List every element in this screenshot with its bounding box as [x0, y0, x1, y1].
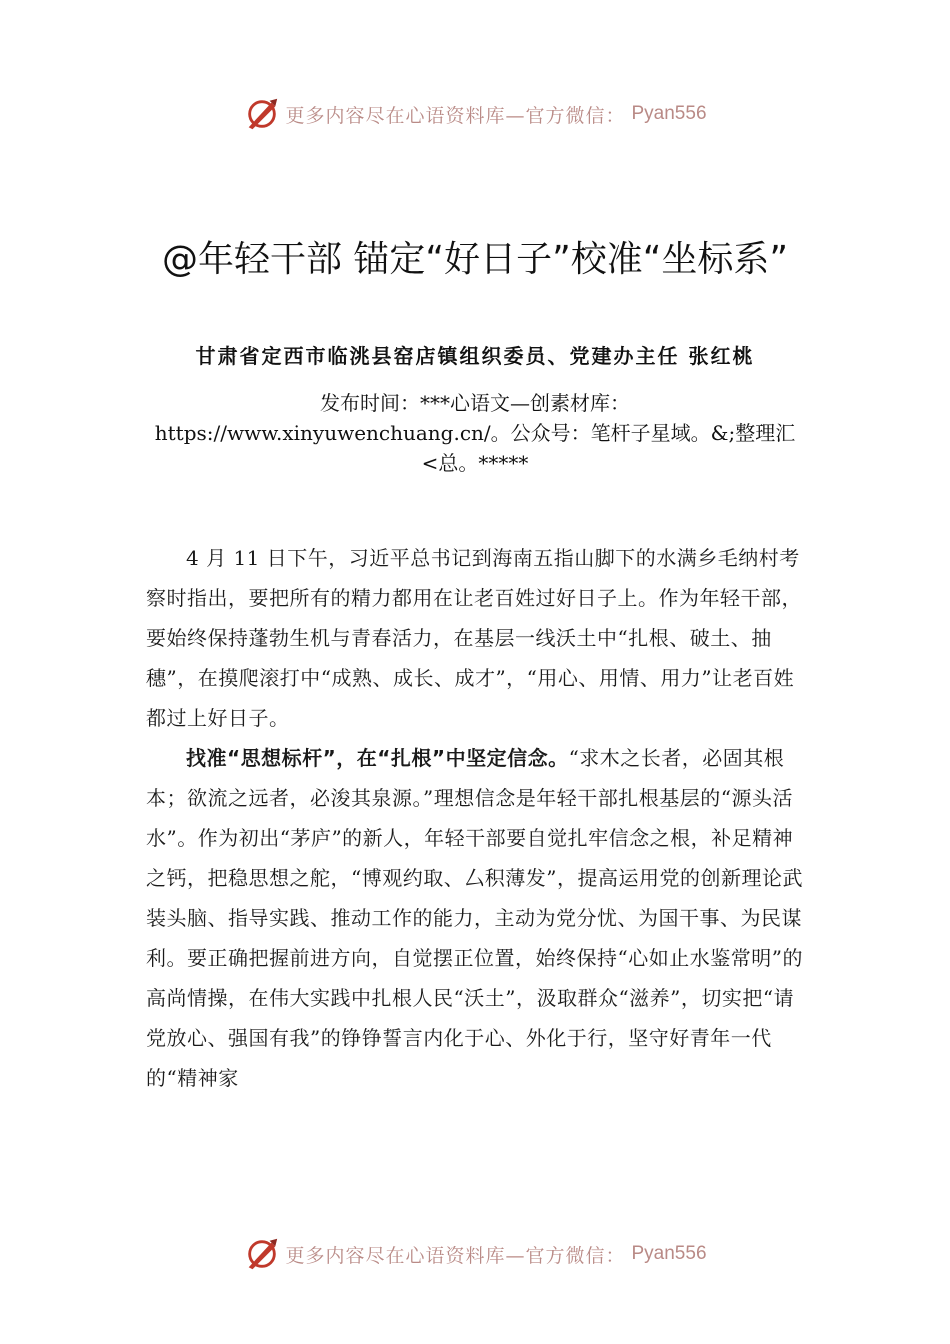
quill-logo-icon — [243, 95, 281, 133]
paragraph-text: 4 月 11 日下午，习近平总书记到海南五指山脚下的水满乡毛纳村考察时指出，要把所有的精力都用在让老百姓过好日子上。作为年轻干部，要始终保持蓬勃生机与青春活力，在基层一线沃土中“扎根、破土、抽穗”，在摸爬滚打中“成熟、成长、成才”，“用心、用情、用力”让老百姓都过上好日子。 — [146, 546, 802, 730]
paragraph-text: “求木之长者，必固其根本；欲流之远者，必浚其泉源。”理想信念是年轻干部扎根基层的“源头活水”。作为初出“茅庐”的新人，年轻干部要自觉扎牢信念之根，补足精神之钙，把稳思想之舵，“博观约取、厶积薄发”，提高运用党的创新理论武装头脑、指导实践、推动工作的能力，主动为党分忧、为国干事、为民谋利。要正确把握前进方向，自觉摆正位置，始终保持“心如止水鉴常明”的高尚情操，在伟大实践中扎根人民“沃土”，汲取群众“滋养”，切实把“请党放心、强国有我”的铮铮誓言内化于心、外化于行，坚守好青年一代的“精神家 — [146, 746, 803, 1090]
article-author: 甘肃省定西市临洮县窑店镇组织委员、党建办主任 张红桃 — [195, 344, 755, 368]
banner-text: 更多内容尽在心语资料库—官方微信： — [285, 1244, 626, 1267]
footer-banner — [0, 1234, 950, 1274]
publish-info: 发布时间：***心语文—创素材库：https://www.xinyuwenchuang.cn/。公众号：笔杆子星域。&;整理汇<总。***** — [154, 391, 796, 475]
header-banner — [0, 94, 950, 134]
article-body — [146, 538, 806, 1098]
paragraph-lead: 找准“思想标杆”，在“扎根”中坚定信念。 — [186, 746, 569, 770]
banner-wechat-id: Pyan556 — [631, 1243, 707, 1264]
paragraph — [146, 738, 806, 1098]
banner-wechat-id: Pyan556 — [631, 103, 707, 124]
paragraph — [146, 538, 806, 738]
banner-text: 更多内容尽在心语资料库—官方微信： — [285, 104, 626, 127]
quill-logo-icon — [243, 1235, 281, 1273]
article-title: @年轻干部 锚定“好日子”校准“坐标系” — [161, 239, 789, 281]
